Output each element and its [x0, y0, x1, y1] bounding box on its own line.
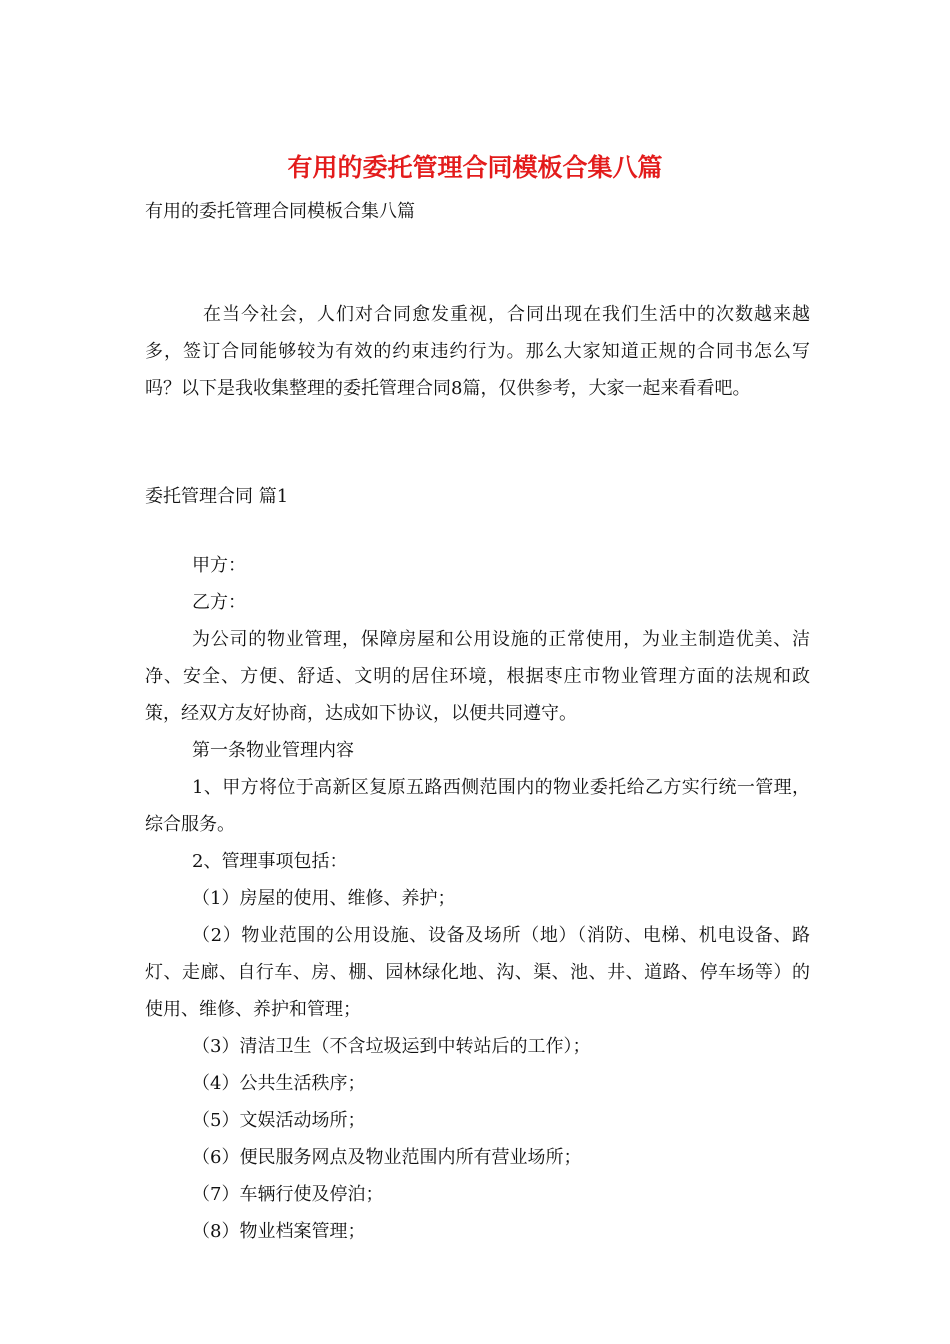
document-title: 有用的委托管理合同模板合集八篇	[287, 153, 663, 182]
section-heading: 委托管理合同 篇1	[145, 486, 289, 507]
preamble-paragraph: 为公司的物业管理，保障房屋和公用设施的正常使用，为业主制造优美、洁净、安全、方便、舒适、文明的居住环境，根据枣庄市物业管理方面的法规和政策，经双方友好协商，达成如下协议，以便共同遵守。	[145, 629, 810, 724]
party-b-line: 乙方：	[192, 592, 246, 613]
list-item: （4）公共生活秩序；	[192, 1073, 366, 1094]
intro-paragraph: 在当今社会，人们对合同愈发重视，合同出现在我们生活中的次数越来越多，签订合同能够较为有效的约束违约行为。那么大家知道正规的合同书怎么写吗？以下是我收集整理的委托管理合同8篇，仅供参考，大家一起来看看吧。	[145, 304, 810, 399]
clause-paragraph: 1、甲方将位于高新区复原五路西侧范围内的物业委托给乙方实行统一管理，综合服务。	[145, 777, 810, 835]
list-item: （5）文娱活动场所；	[192, 1110, 366, 1131]
list-item: （7）车辆行使及停泊；	[192, 1184, 384, 1205]
list-item: （2）物业范围的公用设施、设备及场所（地）（消防、电梯、机电设备、路灯、走廊、自行车、房、棚、园林绿化地、沟、渠、池、井、道路、停车场等）的使用、维修、养护和管理；	[145, 925, 810, 1020]
party-a-line: 甲方：	[192, 555, 246, 576]
list-item: （8）物业档案管理；	[192, 1221, 366, 1242]
list-item: （3）清洁卫生（不含垃圾运到中转站后的工作）；	[192, 1036, 591, 1057]
list-item: （1）房屋的使用、维修、养护；	[192, 888, 456, 909]
clause-paragraph: 2、管理事项包括：	[192, 851, 348, 872]
contract-body	[145, 547, 810, 1250]
document-subtitle: 有用的委托管理合同模板合集八篇	[145, 201, 415, 222]
article-heading: 第一条物业管理内容	[192, 740, 354, 761]
list-item: （6）便民服务网点及物业范围内所有营业场所；	[192, 1147, 582, 1168]
